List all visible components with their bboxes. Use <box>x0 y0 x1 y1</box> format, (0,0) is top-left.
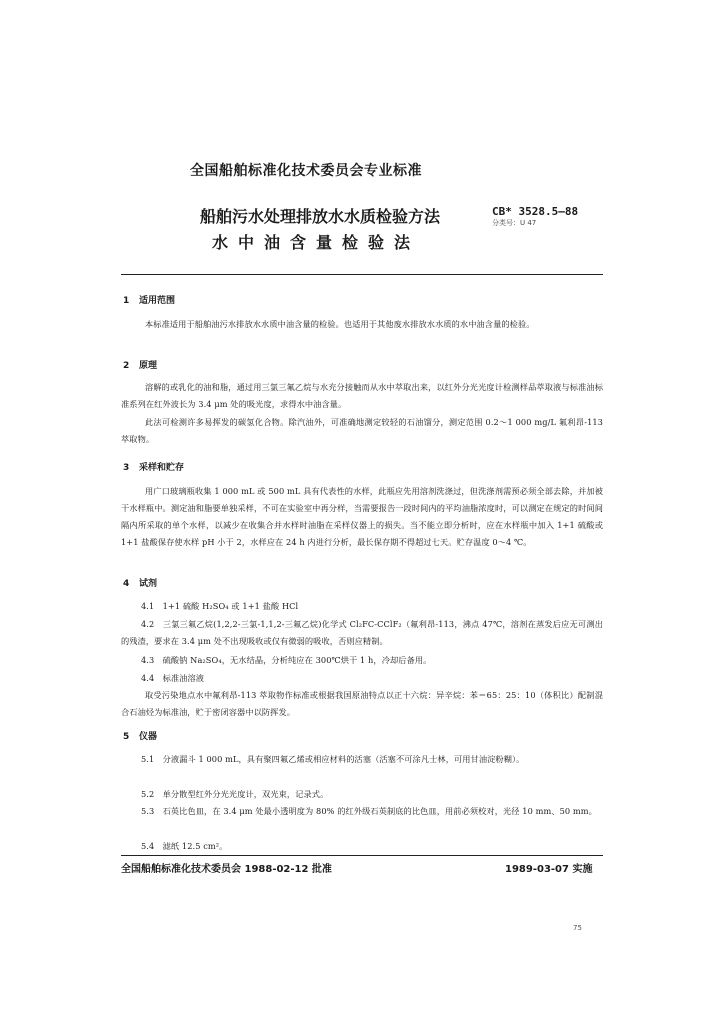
list-item: 5.1 分液漏斗 1 000 mL，具有聚四氟乙烯或相应材料的活塞（活塞不可涂凡士林，可用甘油淀粉糊）。 <box>141 754 525 764</box>
section-heading: 2 原理 <box>123 361 158 371</box>
list-item: 4.3 硫酸钠 Na₂SO₄，无水结晶，分析纯应在 300℃烘干 1 h，冷却后备用。 <box>141 655 432 665</box>
classification-code: 分类号：U 47 <box>492 219 537 227</box>
section-paragraph: 用广口玻璃瓶收集 1 000 mL 或 500 mL 具有代表性的水样，此瓶应先用溶剂洗涤过，但洗涤剂需预必须全部去除，并加被干水样瓶中。测定油和脂要单独采样，不可在实验室中再分样，当需要报告一段时间内的平均油脂浓度时，可以测定在规定的时间间隔内所采取的单个水样，以减少在收集合并水样时油脂在采样仪器上的损失。当不能立即分析时，应在水样瓶中加入 1+1 硫酸或 1+1 盐酸保存使水样 pH 小于 2，水样应在 24 h 内进行分析，最长保存期不得超过七天。贮存温度 0～4 ℃。 <box>121 486 603 547</box>
list-item: 4.2 三氯三氟乙烷(1,2,2-三氯-1,1,2-三氟乙烷)化学式 Cl₂FC-CClF₂（氟利昂-113，沸点 47℃，溶剂在蒸发后应无可测出的残渣，要求在 3.4 μm 处不出现吸收或仅有微弱的吸收，否则应精制。 <box>121 619 603 646</box>
section-paragraph: 本标准适用于船舶油污水排放水水质中油含量的检验。也适用于其他废水排放水水质的水中油含量的检验。 <box>145 319 535 329</box>
list-item: 5.3 石英比色皿，在 3.4 μm 处最小透明度为 80% 的红外级石英制底的比色皿，用前必须校对，光径 10 mm、50 mm。 <box>141 806 597 816</box>
section-paragraph: 此法可检测许多易挥发的碳氢化合物。除汽油外，可准确地测定较轻的石油馏分，测定范围 0.2～1 000 mg/L 氟利昂-113 萃取物。 <box>121 417 603 444</box>
section-heading: 4 试剂 <box>123 579 158 589</box>
implementation-date: 1989-03-07 实施 <box>505 864 593 875</box>
section-paragraph: 取受污染地点水中氟利昂-113 萃取物作标准或根据我国原油特点以正十六烷：异辛烷：苯＝65：25：10（体积比）配制混合石油烃为标准油，贮于密闭容器中以防挥发。 <box>121 690 603 717</box>
footer-divider <box>121 855 603 856</box>
list-item: 4.4 标准油溶液 <box>141 673 205 683</box>
standard-subtitle: 水中油含量检验法 <box>212 233 421 252</box>
issuing-committee: 全国船舶标准化技术委员会专业标准 <box>190 163 422 179</box>
list-item: 5.2 单分散型红外分光光度计，双光束，记录式。 <box>141 789 329 799</box>
section-paragraph: 溶解的或乳化的油和脂，通过用三氯三氟乙烷与水充分接触而从水中萃取出来，以红外分光光度计检测样品萃取液与标准油标准系列在红外波长为 3.4 μm 处的吸光度，求得水中油含量。 <box>121 382 603 409</box>
page-number: 75 <box>573 924 582 932</box>
approval-date: 全国船舶标准化技术委员会 1988-02-12 批准 <box>121 864 332 875</box>
header-divider <box>121 274 603 275</box>
list-item: 4.1 1+1 硫酸 H₂SO₄ 或 1+1 盐酸 HCl <box>141 601 299 611</box>
standard-title: 船舶污水处理排放水水质检验方法 <box>200 207 441 226</box>
standard-code: CB* 3528.5—88 <box>492 205 579 218</box>
section-heading: 3 采样和贮存 <box>123 463 185 473</box>
section-heading: 1 适用范围 <box>123 296 176 306</box>
list-item: 5.4 滤纸 12.5 cm²。 <box>141 841 228 851</box>
section-heading: 5 仪器 <box>123 732 158 742</box>
